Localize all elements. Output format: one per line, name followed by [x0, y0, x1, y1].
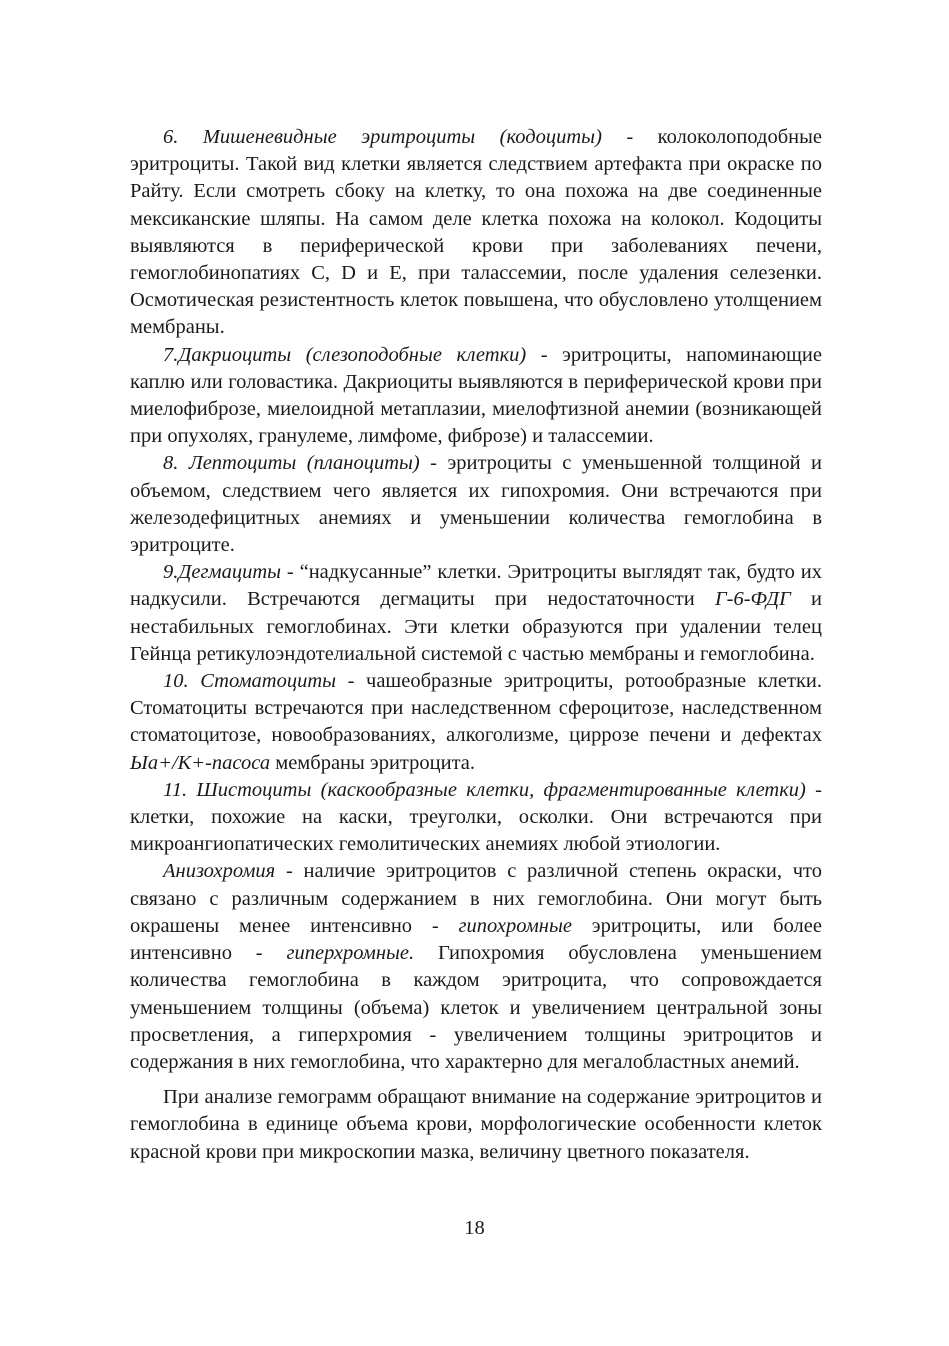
term-stomatocytes: 10. Стоматоциты: [163, 670, 337, 693]
paragraph-hemogram: [130, 1084, 822, 1166]
text-degmacytes-a: - “надкусанные” клетки. Эритроциты выглядят так, будто их надкусили. Встречаются дегмациты при недостаточности: [130, 561, 822, 611]
term-hypochromic: гипохромные: [458, 914, 572, 937]
text-stomatocytes-b: мембраны эритроцита.: [270, 751, 476, 774]
text-codocytes: - колоколоподобные эритроциты. Такой вид клетки является следствием артефакта при окраске по Райту. Если смотреть сбоку на клетку, то она похожа на две соединенные мексиканские шляпы. На самом деле клетка похожа на колокол. Кодоциты выявляются в периферической крови при заболеваниях печени, гемоглобинопатиях С, D и E, при талассемии, после удаления селезенки. Осмотическая резистентность клеток повышена, что обусловлено утолщением мембраны.: [130, 126, 823, 339]
text-leptocytes: - эритроциты с уменьшенной толщиной и объемом, следствием чего является их гипохромия. Они встречаются при железодефицитных анемиях и уменьшении количества гемоглобина в эритроците.: [130, 452, 822, 557]
term-degmacytes: 9.Дегмациты: [163, 561, 282, 584]
text-schistocytes: - клетки, похожие на каски, треуголки, осколки. Они встречаются при микроангиопатических гемолитических анемиях любой этиологии.: [130, 778, 822, 856]
term-na-k-pump: Ыа+/К+-пасоса: [130, 751, 271, 774]
paragraph-dacryocytes: [130, 342, 822, 451]
page-body: [130, 124, 822, 1166]
term-schistocytes: 11. Шистоциты (каскообразные клетки, фрагментированные клетки): [163, 778, 806, 801]
text-anisochromia-c: Гипохромия обусловлена уменьшением количества гемоглобина в каждом эритроцита, что сопровождается уменьшением толщины (объема) клеток и увеличением центральной зоны просветления, а гиперхромия - увеличением толщины эритроцитов и содержания в них гемоглобина, что характерно для мегалобластных анемий.: [130, 942, 822, 1073]
text-dacryocytes: - эритроциты, напоминающие каплю или головастика. Дакриоциты выявляются в периферической крови при миелофиброзе, миелоидной метаплазии, миелофтизной анемии (возникающей при опухолях, гранулеме, лимфоме, фиброзе) и талассемии.: [130, 343, 822, 448]
paragraph-leptocytes: [130, 450, 822, 559]
text-anisochromia-b: эритроциты, или более интенсивно -: [130, 914, 822, 965]
text-hemogram: При анализе гемограмм обращают внимание на содержание эритроцитов и гемоглобина в единице объема крови, морфологические особенности клеток красной крови при микроскопии мазка, величину цветного показателя.: [130, 1086, 822, 1163]
term-g6pd: Г-6-ФДГ: [714, 588, 791, 611]
term-leptocytes: 8. Лептоциты (планоциты): [163, 452, 420, 475]
page-number: 18: [464, 1217, 485, 1239]
text-stomatocytes-a: - чашеобразные эритроциты, ротообразные клетки. Стоматоциты встречаются при наследственном сфероцитозе, наследственном стоматоцитозе, новообразованиях, алкоголизме, циррозе печени и дефектах: [130, 670, 823, 747]
term-dacryocytes: 7.Дакриоциты (слезоподобные клетки): [163, 343, 527, 366]
term-codocytes: 6. Мишеневидные эритроциты (кодоциты): [163, 126, 602, 148]
paragraph-stomatocytes: [130, 668, 822, 777]
paragraph-degmacytes: [130, 559, 822, 668]
paragraph-anisochromia: [130, 858, 822, 1076]
term-anisochromia: Анизохромия: [163, 860, 276, 883]
paragraph-codocytes: [130, 124, 822, 342]
text-anisochromia-a: - наличие эритроцитов с различной степень окраски, что связано с различным содержанием в них гемоглобина. Они могут быть окрашены менее интенсивно -: [130, 860, 822, 937]
text-degmacytes-b: и нестабильных гемоглобинах. Эти клетки образуются при удалении телец Гейнца ретикулоэндотелиальной системой с частью мембраны и гемоглобина.: [130, 588, 822, 665]
term-hyperchromic: гиперхромные.: [286, 942, 415, 965]
paragraph-schistocytes: [130, 777, 822, 859]
